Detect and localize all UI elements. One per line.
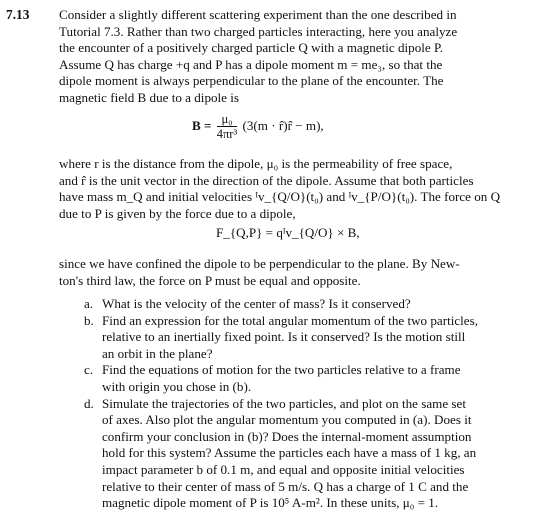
fraction-numerator: μ₀	[217, 112, 237, 127]
part-a	[84, 296, 524, 313]
text-line: since we have confined the dipole to be perpendicular to the plane. By New-	[59, 256, 460, 271]
problem-number: 7.13	[6, 7, 30, 22]
equation-fraction	[217, 112, 237, 141]
equation-lhs: B =	[192, 118, 212, 134]
problem-parts	[84, 296, 524, 512]
text-line: have mass m_Q and initial velocities ᴵv_{Q/O}(t₀) and ᴵv_{P/O}(t₀). The force on Q	[59, 189, 501, 205]
text-line: Simulate the trajectories of the two particles, and plot on the same set	[102, 395, 466, 411]
text-line: magnetic field B due to a dipole is	[59, 89, 239, 105]
text-line: with origin you chose in (b).	[102, 378, 252, 394]
equation-rhs: (3(m · r̂)r̂ − m),	[242, 118, 324, 134]
problem-after	[59, 256, 531, 289]
text-line: Assume Q has charge +q and P has a dipole moment m = me₃, so that the	[59, 56, 443, 72]
equation-dipole-field	[192, 112, 324, 141]
part-label: d.	[84, 395, 94, 411]
text-line: where r is the distance from the dipole, μ₀ is the permeability of free space,	[59, 156, 453, 171]
text-line: Find the equations of motion for the two particles relative to a frame	[102, 362, 461, 378]
text-line: and r̂ is the unit vector in the direction of the dipole. Assume that both particles	[59, 172, 474, 188]
part-b	[84, 313, 524, 363]
text-line: hold for this system? Assume the particles each have a mass of 1 kg, an	[102, 445, 477, 461]
problem-middle	[59, 156, 531, 222]
text-line: magnetic dipole moment of P is 10⁵ A-m². In these units, μ₀ = 1.	[102, 495, 439, 511]
text-line: the encounter of a positively charged particle Q with a magnetic dipole P.	[59, 40, 444, 56]
equation-force-text: F_{Q,P} = qᴵv_{Q/O} × B,	[216, 225, 360, 240]
text-line: relative to an inertially fixed point. Is it conserved? Is the motion still	[102, 329, 466, 345]
part-label: b.	[84, 312, 94, 328]
text-line: an orbit in the plane?	[102, 345, 213, 361]
part-label: c.	[84, 362, 94, 378]
part-c	[84, 362, 524, 395]
text-line: ton's third law, the force on P must be equal and opposite.	[59, 272, 361, 288]
text-line: confirm your conclusion in (b)? Does the internal-moment assumption	[102, 428, 472, 444]
text-line: due to P is given by the force due to a dipole,	[59, 205, 296, 221]
fraction-denominator: 4πr³	[216, 127, 238, 141]
text-line: impact parameter b of 0.1 m, and equal and opposite initial velocities	[102, 461, 465, 477]
text-line: of axes. Also plot the angular momentum you computed in (a). Does it	[102, 412, 472, 428]
equation-force	[216, 225, 360, 242]
text-line: dipole moment is always perpendicular to the plane of the encounter. The	[59, 73, 444, 89]
text-line: What is the velocity of the center of mass? Is it conserved?	[102, 296, 411, 311]
part-label: a.	[84, 296, 94, 311]
problem-intro	[59, 7, 531, 107]
text-line: Tutorial 7.3. Rather than two charged particles interacting, here you analyze	[59, 23, 458, 39]
part-d	[84, 396, 524, 512]
text-line: Find an expression for the total angular momentum of the two particles,	[102, 312, 478, 328]
text-line: relative to their center of mass of 5 m/s. Q has a charge of 1 C and the	[102, 478, 469, 494]
text-line: Consider a slightly different scattering experiment than the one described in	[59, 7, 457, 22]
